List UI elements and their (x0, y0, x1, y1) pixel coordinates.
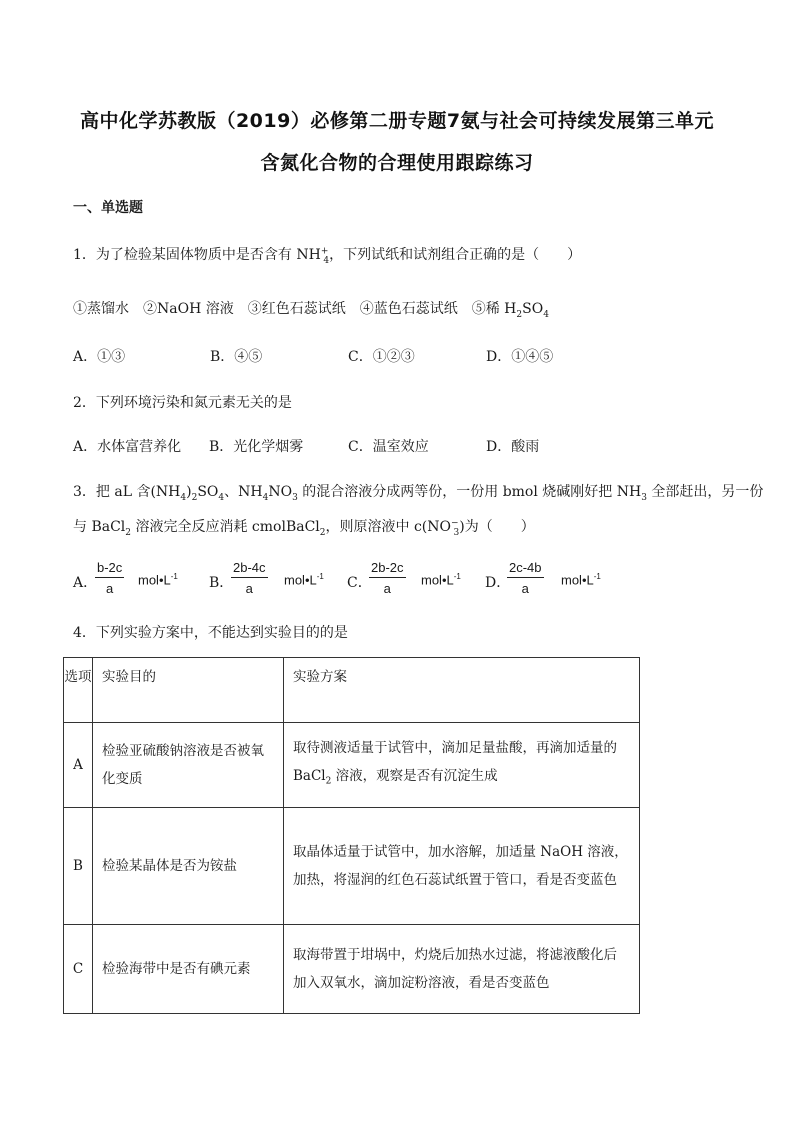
q2-option-a[interactable]: A．水体富营养化 (73, 439, 182, 455)
row-plan: 取晶体适量于试管中，加水溶解，加适量 NaOH 溶液，加热，将湿润的红色石蕊试纸置于管口，看是否变蓝色 (284, 808, 640, 925)
row-plan: 取海带置于坩埚中，灼烧后加热水过滤，将滤液酸化后加入双氧水，滴加淀粉溶液，看是否变蓝色 (284, 925, 640, 1014)
header-option: 选项 (64, 658, 93, 723)
q1-option-c[interactable]: C．①②③ (348, 349, 415, 365)
q3-option-a-fraction: $\frac{b-2c}{a}$ (97, 560, 123, 596)
q2-option-d[interactable]: D．酸雨 (486, 439, 540, 455)
question-3-stem-line1: 3．把 aL 含$(NH_4)_2SO_4$、$NH_4NO_3$ 的混合溶液分成两等份，一份用 bmol 烧碱刚好把 $NH_3$ 全部赶出，另一份 (73, 484, 764, 503)
q1-option-a[interactable]: A．①③ (73, 349, 126, 365)
q3-option-b-letter[interactable]: B． (209, 575, 234, 591)
header-plan: 实验方案 (284, 658, 640, 723)
document-title-line2: 含氮化合物的合理使用跟踪练习 (260, 152, 534, 174)
header-goal: 实验目的 (93, 658, 284, 723)
q3-option-c-letter[interactable]: C． (347, 575, 372, 591)
section-heading: 一、单选题 (73, 200, 143, 216)
q3-option-d-unit: $mol•L^{-1}$ (561, 572, 601, 588)
q1-option-d[interactable]: D．①④⑤ (486, 349, 554, 365)
q2-option-c[interactable]: C．温室效应 (348, 439, 429, 455)
row-goal: 检验海带中是否有碘元素 (93, 925, 284, 1014)
q3-option-c-unit: $mol•L^{-1}$ (421, 572, 461, 588)
q3-option-a-unit: $mol•L^{-1}$ (138, 572, 178, 588)
row-option: C (64, 925, 93, 1014)
question-1-stem: 1．为了检验某固体物质中是否含有 $NH^+_4$，下列试纸和试剂组合正确的是（ ） (73, 246, 582, 266)
q3-option-b-fraction: $\frac{2b-4c}{a}$ (233, 560, 266, 596)
question-1-reagents: ①蒸馏水 ②NaOH 溶液 ③红色石蕊试纸 ④蓝色石蕊试纸 ⑤稀 $H_2SO_4$ (73, 301, 549, 320)
q1-option-b[interactable]: B．④⑤ (210, 349, 263, 365)
question-2-stem: 2．下列环境污染和氮元素无关的是 (73, 395, 292, 411)
question-3-stem-line2: 与 BaCl$_2$ 溶液完全反应消耗 cmolBaCl$_2$，则原溶液中 $c(NO^-_3)$为（ ） (73, 518, 535, 538)
table-row[interactable] (64, 723, 640, 808)
table-header-row (64, 658, 640, 723)
q3-option-d-fraction: $\frac{2c-4b}{a}$ (509, 560, 542, 596)
row-option: A (64, 723, 93, 808)
row-goal: 检验亚硫酸钠溶液是否被氧化变质 (93, 723, 284, 808)
q3-option-c-fraction: $\frac{2b-2c}{a}$ (371, 560, 404, 596)
document-title-line1: 高中化学苏教版（2019）必修第二册专题7氨与社会可持续发展第三单元 (79, 110, 715, 132)
row-option: B (64, 808, 93, 925)
q3-option-d-letter[interactable]: D． (485, 575, 511, 591)
table-row[interactable] (64, 808, 640, 925)
row-plan: 取待测液适量于试管中，滴加足量盐酸，再滴加适量的 BaCl$_2$ 溶液，观察是否有沉淀生成 (284, 723, 640, 808)
row-goal: 检验某晶体是否为铵盐 (93, 808, 284, 925)
q3-option-b-unit: $mol•L^{-1}$ (284, 572, 324, 588)
q2-option-b[interactable]: B．光化学烟雾 (209, 439, 304, 455)
table-row[interactable] (64, 925, 640, 1014)
experiment-table (63, 657, 640, 1014)
q3-option-a-letter[interactable]: A． (73, 575, 98, 591)
question-4-stem: 4．下列实验方案中，不能达到实验目的的是 (73, 625, 348, 641)
